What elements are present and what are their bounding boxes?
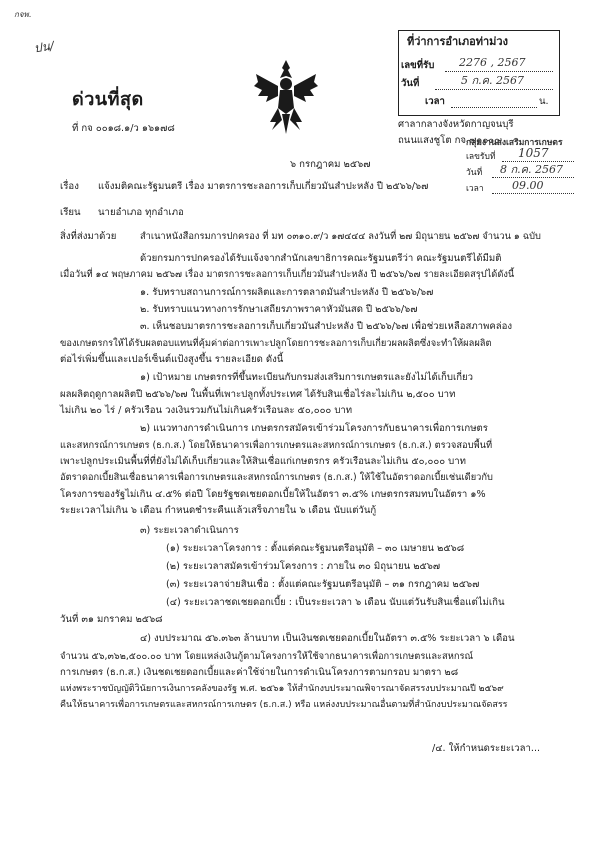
body-line: วันที่ ๓๑ มกราคม ๒๕๖๘ bbox=[60, 614, 163, 625]
subject-text: แจ้งมติคณะรัฐมนตรี เรื่อง มาตรการชะลอการเก็บเกี่ยวมันสำปะหลัง ปี ๒๕๖๖/๖๗ bbox=[98, 181, 429, 192]
urgency-label: ด่วนที่สุด bbox=[72, 89, 144, 110]
body-line: จำนวน ๕๖,๓๖๒,๕๐๐.๐๐ บาท โดยแหล่งเงินกู้ตามโครงการให้ใช้จากธนาคารเพื่อการเกษตรและสหกรณ์ bbox=[60, 651, 474, 662]
body-line: (๑) ระยะเวลาโครงการ : ตั้งแต่คณะรัฐมนตรีอนุมัติ – ๓๐ เมษายน ๒๕๖๘ bbox=[166, 543, 465, 554]
stamp2-number-value: 1057 bbox=[518, 146, 549, 160]
attachment-label: สิ่งที่ส่งมาด้วย bbox=[60, 231, 117, 242]
garuda-emblem bbox=[252, 56, 320, 136]
body-line: ของเกษตรกรให้ได้รับผลตอบแทนที่คุ้มค่าต่อการเพาะปลูกโดยการชะลอการเก็บเกี่ยวผลผลิตซึ่งจะทำให้ผลผลิต bbox=[60, 338, 492, 349]
body-line: (๔) ระยะเวลาชดเชยดอกเบี้ย : เป็นระยะเวลา ๖ เดือน นับแต่วันรับสินเชื่อแต่ไม่เกิน bbox=[166, 597, 505, 608]
sender-office-line2: ถนนแสงชูโต กจ ๗๑๐๐๐ bbox=[398, 135, 500, 146]
body-line: เพาะปลูกประเมินพื้นที่ที่ยังไม่ได้เก็บเกี่ยวและให้สินเชื่อแก่เกษตรกร ครัวเรือนละไม่เกิน ๕๐,๐๐๐ บาท bbox=[60, 456, 466, 467]
stamp-number-value: 2276 , 2567 bbox=[459, 56, 526, 69]
body-line: ๓) ระยะเวลาดำเนินการ bbox=[140, 525, 239, 536]
stamp2-number-label: เลขรับที่ bbox=[466, 152, 496, 162]
body-line: ด้วยกรมการปกครองได้รับแจ้งจากสำนักเลขาธิการคณะรัฐมนตรีว่า คณะรัฐมนตรีได้มีมติ bbox=[140, 253, 502, 264]
body-line: เมื่อวันที่ ๑๔ พฤษภาคม ๒๕๖๗ เรื่อง มาตรการชะลอการเก็บเกี่ยวมันสำปะหลัง ปี ๒๕๖๖/๖๗ รายละเอียดสรุปได้ดังนี้ bbox=[60, 269, 515, 280]
body-line: และสหกรณ์การเกษตร (ธ.ก.ส.) โดยให้ธนาคารเพื่อการเกษตรและสหกรณ์การเกษตร (ธ.ก.ส.) ตรวจสอบพื้นที่ bbox=[60, 440, 493, 451]
attachment-text: สำเนาหนังสือกรมการปกครอง ที่ มท ๐๓๑๐.๙/ว ๑๗๔๔๔ ลงวันที่ ๒๗ มิถุนายน ๒๕๖๗ จำนวน ๑ ฉบับ bbox=[140, 231, 541, 242]
stamp2-time-label: เวลา bbox=[466, 184, 484, 194]
body-line: ไม่เกิน ๒๐ ไร่ / ครัวเรือน วงเงินรวมกันไม่เกินครัวเรือนละ ๕๐,๐๐๐ บาท bbox=[60, 405, 353, 416]
recipient-text: นายอำเภอ ทุกอำเภอ bbox=[98, 207, 184, 218]
body-line: (๒) ระยะเวลาสมัครเข้าร่วมโครงการ : ภายใน ๓๐ มิถุนายน ๒๕๖๗ bbox=[166, 561, 441, 572]
recipient-label: เรียน bbox=[60, 207, 81, 218]
sender-office-line1: ศาลากลางจังหวัดกาญจนบุรี bbox=[398, 119, 514, 130]
document-date: ๖ กรกฎาคม ๒๕๖๗ bbox=[290, 159, 371, 170]
margin-note-left: ปน/ bbox=[33, 38, 55, 56]
stamp2-time-value: 09.00 bbox=[512, 179, 544, 192]
body-line: โครงการของรัฐไม่เกิน ๔.๕% ต่อปี โดยรัฐชดเชยดอกเบี้ยให้ในอัตรา ๓.๕% เกษตรกรสมทบในอัตรา ๑% bbox=[60, 489, 486, 500]
stamp-office-name: ที่ว่าการอำเภอท่าม่วง bbox=[407, 35, 508, 48]
stamp-time-suffix: น. bbox=[539, 96, 549, 107]
body-line: การเกษตร (ธ.ก.ส.) เงินชดเชยดอกเบี้ยและค่าใช้จ่ายในการดำเนินโครงการตามกรอบ มาตรา ๒๘ bbox=[60, 667, 459, 678]
receive-stamp-section bbox=[462, 136, 578, 194]
continuation-marker: /๔. ให้กำหนดระยะเวลา... bbox=[432, 743, 541, 754]
body-line: ๑. รับทราบสถานการณ์การผลิตและการตลาดมันสำปะหลัง ปี ๒๕๖๖/๖๗ bbox=[140, 287, 434, 298]
body-line: อัตราดอกเบี้ยสินเชื่อธนาคารเพื่อการเกษตรและสหกรณ์การเกษตร (ธ.ก.ส.) ให้ใช้ในอัตราดอกเบี้ยเช่นเดียวกับ bbox=[60, 472, 493, 483]
stamp-time-label: เวลา bbox=[425, 96, 445, 107]
body-line: แห่งพระราชบัญญัติวินัยการเงินการคลังของรัฐ พ.ศ. ๒๕๖๑ ให้สำนักงบประมาณพิจารณาจัดสรรงบประมาณปี ๒๕๖๙ bbox=[60, 684, 504, 694]
body-line: ๔) งบประมาณ ๕๖.๓๖๓ ล้านบาท เป็นเงินชดเชยดอกเบี้ยในอัตรา ๓.๕% ระยะเวลา ๖ เดือน bbox=[140, 633, 515, 644]
receive-stamp-district bbox=[398, 30, 560, 116]
body-line: ๒) แนวทางการดำเนินการ เกษตรกรสมัครเข้าร่วมโครงการกับธนาคารเพื่อการเกษตร bbox=[140, 423, 488, 434]
stamp-number-label: เลขที่รับ bbox=[401, 60, 435, 71]
body-line: (๓) ระยะเวลาจ่ายสินเชื่อ : ตั้งแต่คณะรัฐมนตรีอนุมัติ – ๓๑ กรกฎาคม ๒๕๖๗ bbox=[166, 579, 480, 590]
body-line: ๑) เป้าหมาย เกษตรกรที่ขึ้นทะเบียนกับกรมส่งเสริมการเกษตรและยังไม่ได้เก็บเกี่ยว bbox=[140, 372, 474, 383]
body-line: ระยะเวลาไม่เกิน ๖ เดือน กำหนดชำระคืนแล้วเสร็จภายใน ๖ เดือน นับแต่วันกู้ bbox=[60, 505, 377, 516]
body-line: คืนให้ธนาคารเพื่อการเกษตรและสหกรณ์การเกษตร (ธ.ก.ส.) หรือ แหล่งงบประมาณอื่นตามที่สำนักงบประมาณจัดสรร bbox=[60, 700, 508, 710]
margin-note-top: กจพ. bbox=[14, 10, 32, 19]
body-line: ต่อไร่เพิ่มขึ้นและเปอร์เซ็นต์แป้งสูงขึ้น รายละเอียด ดังนี้ bbox=[60, 354, 284, 365]
document-number: ที่ กจ ๐๐๑๘.๑/ว ๑๖๑๗๘ bbox=[72, 123, 175, 134]
stamp-date-value: 5 ก.ค. 2567 bbox=[461, 74, 524, 87]
stamp2-office-name: กลุ่มงานส่งเสริมการเกษตร bbox=[466, 138, 563, 148]
subject-label: เรื่อง bbox=[60, 181, 79, 192]
stamp2-date-label: วันที่ bbox=[466, 168, 483, 178]
body-line: ผลผลิตฤดูกาลผลิตปี ๒๕๖๖/๖๗ ในพื้นที่เพาะปลูกทั้งประเทศ ได้รับสินเชื่อไร่ละไม่เกิน ๒,๕๐๐ บาท bbox=[60, 389, 456, 400]
stamp-date-label: วันที่ bbox=[401, 78, 420, 89]
stamp2-date-value: 8 ก.ค. 2567 bbox=[500, 163, 563, 176]
body-line: ๓. เห็นชอบมาตรการชะลอการเก็บเกี่ยวมันสำปะหลัง ปี ๒๕๖๖/๖๗ เพื่อช่วยเหลือสภาพคล่อง bbox=[140, 321, 513, 332]
body-line: ๒. รับทราบแนวทางการรักษาเสถียรภาพราคาหัวมันสด ปี ๒๕๖๖/๖๗ bbox=[140, 304, 418, 315]
